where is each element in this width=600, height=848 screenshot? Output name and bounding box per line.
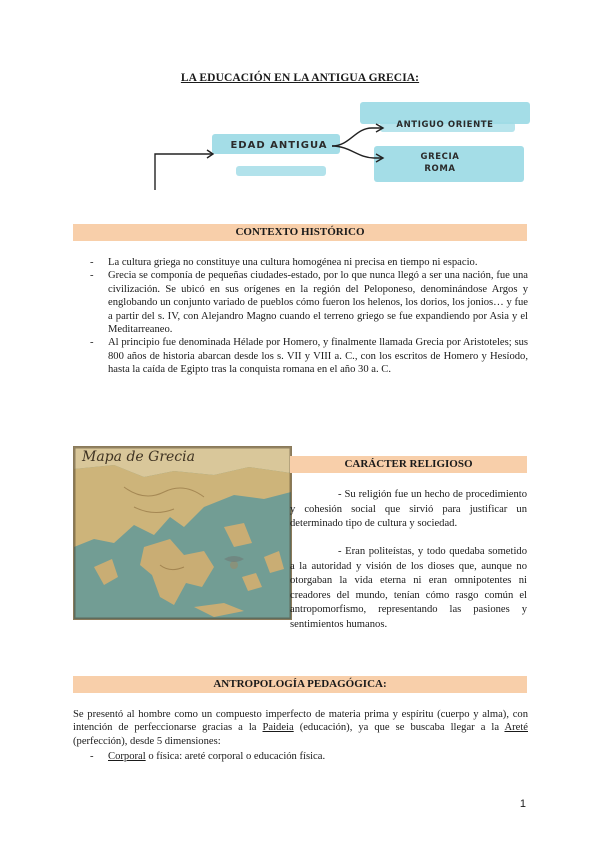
greece-map-image: [73, 446, 292, 620]
section-heading-antropologia: ANTROPOLOGÍA PEDAGÓGICA:: [73, 676, 527, 693]
corporal-rest: o física: areté corporal o educación física.: [145, 751, 326, 762]
arete-term: Areté: [504, 722, 528, 734]
dimensiones-list: [90, 750, 528, 763]
map-illustration: [74, 447, 291, 619]
list-item: - Grecia se componía de pequeñas ciudades-estado, por lo que nunca llegó a ser una nación, fue una civilización. Se ubicó en sus orígenes en la región del Peloponeso, denominándose Argos y englobando un conjunto variado de pueblos cómo fueron los helenos, los dorios, los jonios… y fue a partir del s. IV, con Alejandro Magno cuando el terreno griego se fue expandiendo por Asia y el Meditarreaneo.: [90, 269, 528, 336]
intro-text-b: (educación), ya que se buscaba llegar a la: [293, 722, 505, 734]
intro-text-c: (perfección), desde 5 dimensiones:: [73, 735, 221, 747]
list-item: - Al principio fue denominada Hélade por Homero, y finalmente llamada Grecia por Aristoteles; sus 800 años de historia abarcan desde los s. VII y VIII a. C., con los escritos de Homero y Hesíodo, hasta la caída de Egipto tras la conquista romana en el año 30 a. C.: [90, 336, 528, 376]
list-item: [90, 750, 528, 763]
list-item: - La cultura griega no constituye una cultura homogénea ni precisa en tiempo ni espacio.: [90, 256, 528, 269]
diagram-main-label: EDAD ANTIGUA: [230, 140, 328, 151]
corporal-term: Corporal: [108, 751, 146, 762]
section-heading-contexto: CONTEXTO HISTÓRICO: [73, 224, 527, 241]
religioso-paragraph-2: - Eran politeístas, y todo quedaba sometido a la autoridad y visión de los dioses que, aunque no otorgaban la vida eterna ni eran omnipotentes ni creadores del mundo, tenían cómo rasgo común el antropomorfismo, representando las pasiones y sentimientos humanos.: [290, 546, 527, 630]
section-heading-religioso: CARÁCTER RELIGIOSO: [290, 456, 527, 473]
diagram-branch-antiguo-oriente: ANTIGUO ORIENTE: [396, 120, 494, 130]
edad-antigua-diagram: [150, 98, 494, 198]
document-title: LA EDUCACIÓN EN LA ANTIGUA GRECIA:: [180, 72, 420, 84]
intro-text-a: Se presentó al hombre como un compuesto imperfecto de materia prima y espíritu (cuerpo y alma), con intención de perfeccionarse gracias a la: [73, 709, 528, 734]
page-number: 1: [519, 798, 526, 810]
paideia-term: Paideia: [262, 722, 294, 734]
diagram-branch-grecia: GRECIA: [420, 152, 460, 162]
antropologia-paragraph: [73, 708, 528, 748]
map-title: Mapa de Grecia: [82, 449, 195, 465]
contexto-bullet-list: [90, 256, 528, 377]
diagram-branch-roma: ROMA: [424, 164, 456, 174]
religioso-paragraph-1: - Su religión fue un hecho de procedimiento y cohesión social que sirvió para justificar un determinado tipo de cultura y sociedad.: [290, 489, 527, 530]
